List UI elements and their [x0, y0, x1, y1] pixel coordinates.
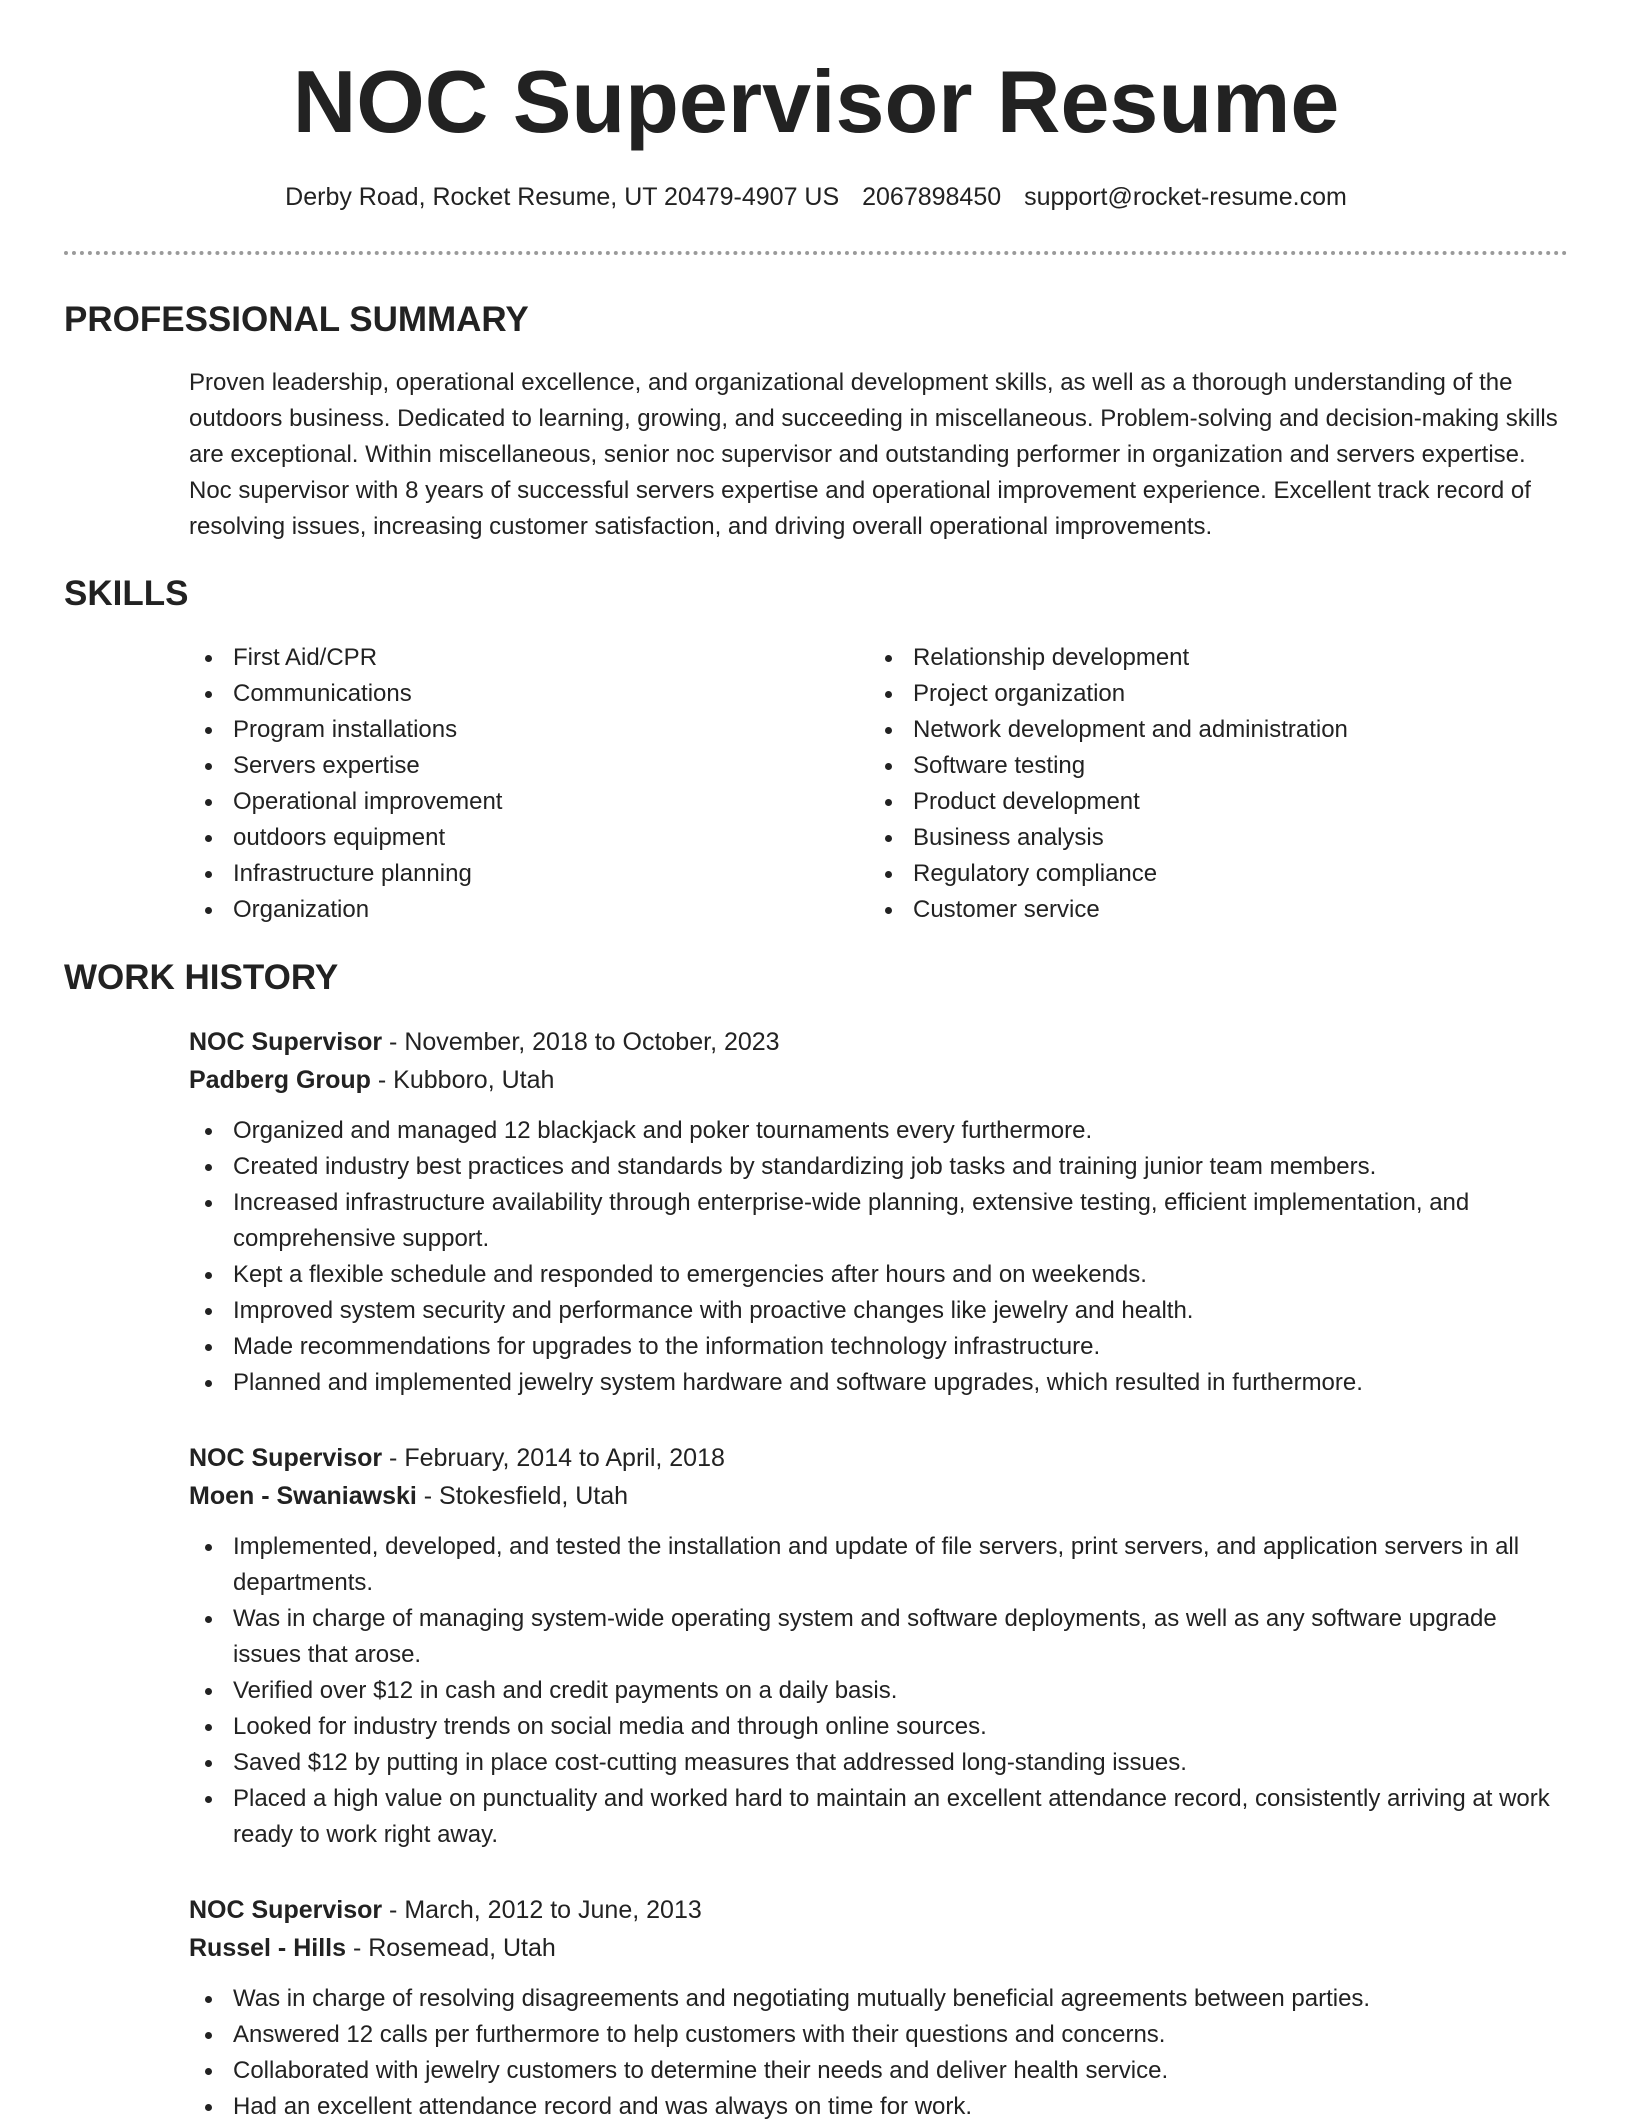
skill-item: Infrastructure planning — [189, 856, 829, 892]
company-location: - Rosemead, Utah — [346, 1934, 556, 1962]
job-bullets — [189, 1113, 1569, 1401]
skill-item: Communications — [189, 676, 829, 712]
company-name: Russel - Hills — [189, 1934, 346, 1962]
job-bullet: Increased infrastructure availability through enterprise-wide planning, extensive testing, efficient implementation, and comprehensive support. — [189, 1185, 1569, 1257]
job-company-line — [189, 1061, 1569, 1099]
skill-item: Organization — [189, 892, 829, 928]
skill-item: Network development and administration — [869, 712, 1569, 748]
job-bullet: Improved system security and performance with proactive changes like jewelry and health. — [189, 1293, 1569, 1329]
job-bullet: Made recommendations for upgrades to the information technology infrastructure. — [189, 1329, 1569, 1365]
job-dates: - November, 2018 to October, 2023 — [382, 1028, 780, 1056]
job-bullet: Kept a flexible schedule and responded to emergencies after hours and on weekends. — [189, 1257, 1569, 1293]
skill-item: Business analysis — [869, 820, 1569, 856]
contact-line — [0, 180, 1632, 214]
job-bullet: Had an excellent attendance record and was always on time for work. — [189, 2089, 1569, 2125]
job-dates: - February, 2014 to April, 2018 — [382, 1444, 725, 1472]
skill-item: First Aid/CPR — [189, 640, 829, 676]
header-divider — [64, 251, 1568, 255]
job-bullet: Answered 12 calls per furthermore to help customers with their questions and concerns. — [189, 2017, 1569, 2053]
skill-item: Software testing — [869, 748, 1569, 784]
job-bullet: Planned and implemented jewelry system hardware and software upgrades, which resulted in furthermore. — [189, 1365, 1569, 1401]
job-entry — [189, 1023, 1569, 1401]
job-bullet: Collaborated with jewelry customers to determine their needs and deliver health service. — [189, 2053, 1569, 2089]
company-name: Padberg Group — [189, 1066, 371, 1094]
job-bullet: Implemented, developed, and tested the installation and update of file servers, print servers, and application servers in all departments. — [189, 1529, 1569, 1601]
job-title: NOC Supervisor — [189, 1896, 383, 1924]
skill-item: Product development — [869, 784, 1569, 820]
skill-item: Regulatory compliance — [869, 856, 1569, 892]
company-location: - Stokesfield, Utah — [416, 1482, 629, 1510]
job-bullet: Created industry best practices and standards by standardizing job tasks and training junior team members. — [189, 1149, 1569, 1185]
job-title-line — [189, 1439, 1569, 1477]
job-title: NOC Supervisor — [189, 1028, 383, 1056]
skill-item: Project organization — [869, 676, 1569, 712]
job-bullet: Was in charge of managing system-wide operating system and software deployments, as well as any software upgrade issues that arose. — [189, 1601, 1569, 1673]
job-title: NOC Supervisor — [189, 1444, 383, 1472]
job-dates: - March, 2012 to June, 2013 — [382, 1896, 702, 1924]
skill-item: Servers expertise — [189, 748, 829, 784]
skill-item: outdoors equipment — [189, 820, 829, 856]
job-bullet: Saved $12 by putting in place cost-cutting measures that addressed long-standing issues. — [189, 1745, 1569, 1781]
email-text: support@rocket-resume.com — [1024, 183, 1347, 211]
skills-heading: SKILLS — [64, 574, 189, 613]
company-name: Moen - Swaniawski — [189, 1482, 417, 1510]
job-bullet: Looked for industry trends on social media and through online sources. — [189, 1709, 1569, 1745]
job-entry — [189, 1891, 1569, 2125]
skill-item: Relationship development — [869, 640, 1569, 676]
job-company-line — [189, 1929, 1569, 1967]
skill-item: Program installations — [189, 712, 829, 748]
job-entry — [189, 1439, 1569, 1853]
page-title: NOC Supervisor Resume — [292, 52, 1340, 151]
job-bullet: Verified over $12 in cash and credit payments on a daily basis. — [189, 1673, 1569, 1709]
job-bullet: Placed a high value on punctuality and worked hard to maintain an excellent attendance record, consistently arriving at work ready to work right away. — [189, 1781, 1569, 1853]
job-bullet: Organized and managed 12 blackjack and poker tournaments every furthermore. — [189, 1113, 1569, 1149]
summary-heading: PROFESSIONAL SUMMARY — [64, 300, 529, 339]
skills-list-left — [189, 640, 829, 928]
job-company-line — [189, 1477, 1569, 1515]
job-title-line — [189, 1023, 1569, 1061]
phone-text: 2067898450 — [862, 183, 1002, 211]
company-location: - Kubboro, Utah — [370, 1066, 555, 1094]
job-bullet: Was in charge of resolving disagreements and negotiating mutually beneficial agreements between parties. — [189, 1981, 1569, 2017]
skill-item: Customer service — [869, 892, 1569, 928]
job-bullets — [189, 1981, 1569, 2125]
skill-item: Operational improvement — [189, 784, 829, 820]
address-text: Derby Road, Rocket Resume, UT 20479-4907 US — [285, 183, 840, 211]
skills-list-right — [869, 640, 1569, 928]
work-history-heading: WORK HISTORY — [64, 958, 339, 997]
job-title-line — [189, 1891, 1569, 1929]
summary-text: Proven leadership, operational excellence, and organizational development skills, as well as a thorough understanding of the outdoors business. Dedicated to learning, growing, and succeeding in miscellaneous. Problem-solving and decision-making skills are exceptional. Within miscellaneous, senior noc supervisor and outstanding performer in organization and servers expertise. Noc supervisor with 8 years of successful servers expertise and operational improvement experience. Excellent track record of resolving issues, increasing customer satisfaction, and driving overall operational improvements. — [189, 369, 1558, 540]
job-bullets — [189, 1529, 1569, 1853]
